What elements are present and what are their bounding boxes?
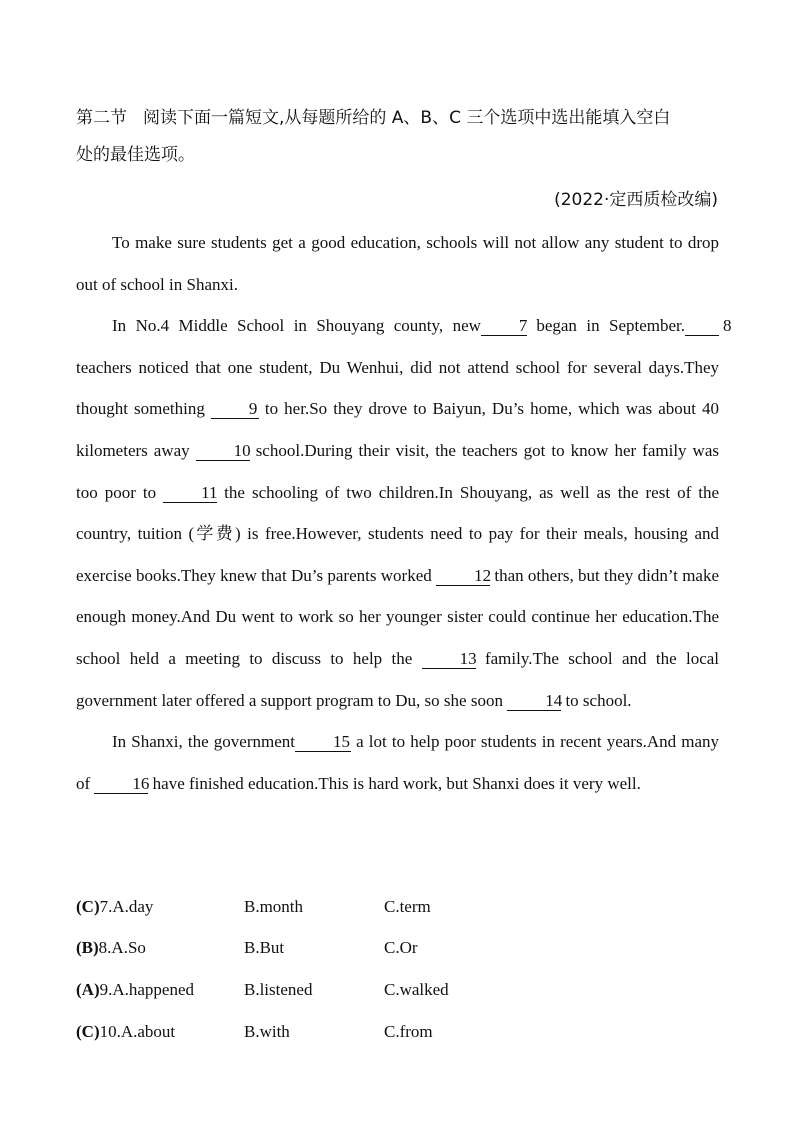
blank-7: 7	[481, 317, 527, 336]
answer-label: (B)	[76, 938, 99, 958]
answer-label: (A)	[76, 979, 100, 999]
option-a: 7.A.day	[99, 896, 154, 916]
instruction-text-line2: 处的最佳选项。	[76, 145, 195, 165]
option-row-8	[76, 928, 719, 970]
blank-12: 12	[436, 567, 490, 586]
instruction-text-line1: 阅读下面一篇短文,从每题所给的 A、B、C 三个选项中选出能填入空白	[143, 108, 671, 128]
blank-9: 9	[211, 400, 259, 419]
option-b: B.with	[244, 1021, 290, 1041]
option-row-10	[76, 1011, 719, 1053]
option-a: 10.A.about	[99, 1021, 176, 1041]
text-segment: teachers noticed that one student, Du Wenhui, did not attend school for several days.They thought something	[76, 357, 719, 419]
option-a: 8.A.So	[98, 938, 146, 958]
option-b: B.month	[244, 896, 304, 916]
text-segment: have finished education.This is hard work, but Shanxi does it very well.	[152, 773, 641, 793]
option-b: B.But	[244, 938, 285, 958]
text-segment: In Shanxi, the government	[112, 732, 295, 752]
option-c: C.from	[384, 1021, 433, 1041]
blank-11: 11	[163, 484, 217, 503]
blank-14: 14	[507, 692, 561, 711]
text-segment: the schooling of two children.In Shouyang, as well as the rest of the country, tuition (学费) is free.However, students need to pay for their meals, housing and exercise books.They knew that Du’s parents worked	[76, 482, 720, 585]
blank-13: 13	[422, 650, 476, 669]
section-heading	[76, 100, 726, 174]
blank-16: 16	[94, 775, 148, 794]
text-segment: school.During their visit, the teachers got to know her family was too poor to	[76, 440, 719, 502]
option-row-7	[76, 886, 719, 928]
paragraph-2	[76, 305, 732, 721]
section-label: 第二节	[76, 108, 127, 128]
option-c: C.Or	[384, 938, 418, 958]
option-c: C.term	[384, 896, 431, 916]
blank-8: 8	[685, 317, 719, 336]
blank-15: 15	[295, 733, 351, 752]
option-a: 9.A.happened	[99, 979, 195, 999]
text-segment: began in September.	[536, 316, 686, 336]
blank-10: 10	[196, 442, 250, 461]
reading-passage	[76, 222, 732, 804]
text-segment: to her.So they drove to Baiyun, Du’s home, which was about 40 kilometers away	[76, 399, 720, 460]
source-note: (2022·定西质检改编)	[554, 190, 718, 210]
answer-label: (C)	[76, 1021, 100, 1041]
text-segment: In No.4 Middle School in Shouyang county, new	[112, 316, 481, 336]
paragraph-1: To make sure students get a good education, schools will not allow any student to drop out of school in Shanxi.	[76, 233, 719, 294]
option-c: C.walked	[384, 979, 449, 999]
paragraph-3	[76, 721, 719, 804]
text-segment: to school.	[565, 690, 632, 710]
option-b: B.listened	[244, 979, 313, 999]
options-list	[76, 886, 719, 1052]
text-segment: a lot to help poor students in recent years.And many of	[76, 732, 719, 793]
text-segment: family.The school and the local government later offered a support program to Du, so she soon	[76, 648, 720, 710]
text-segment: than others, but they didn’t make enough money.And Du went to work so her younger sister could continue her education.The school held a meeting to discuss to help the	[76, 565, 720, 668]
option-row-9	[76, 969, 719, 1011]
answer-label: (C)	[76, 896, 100, 916]
